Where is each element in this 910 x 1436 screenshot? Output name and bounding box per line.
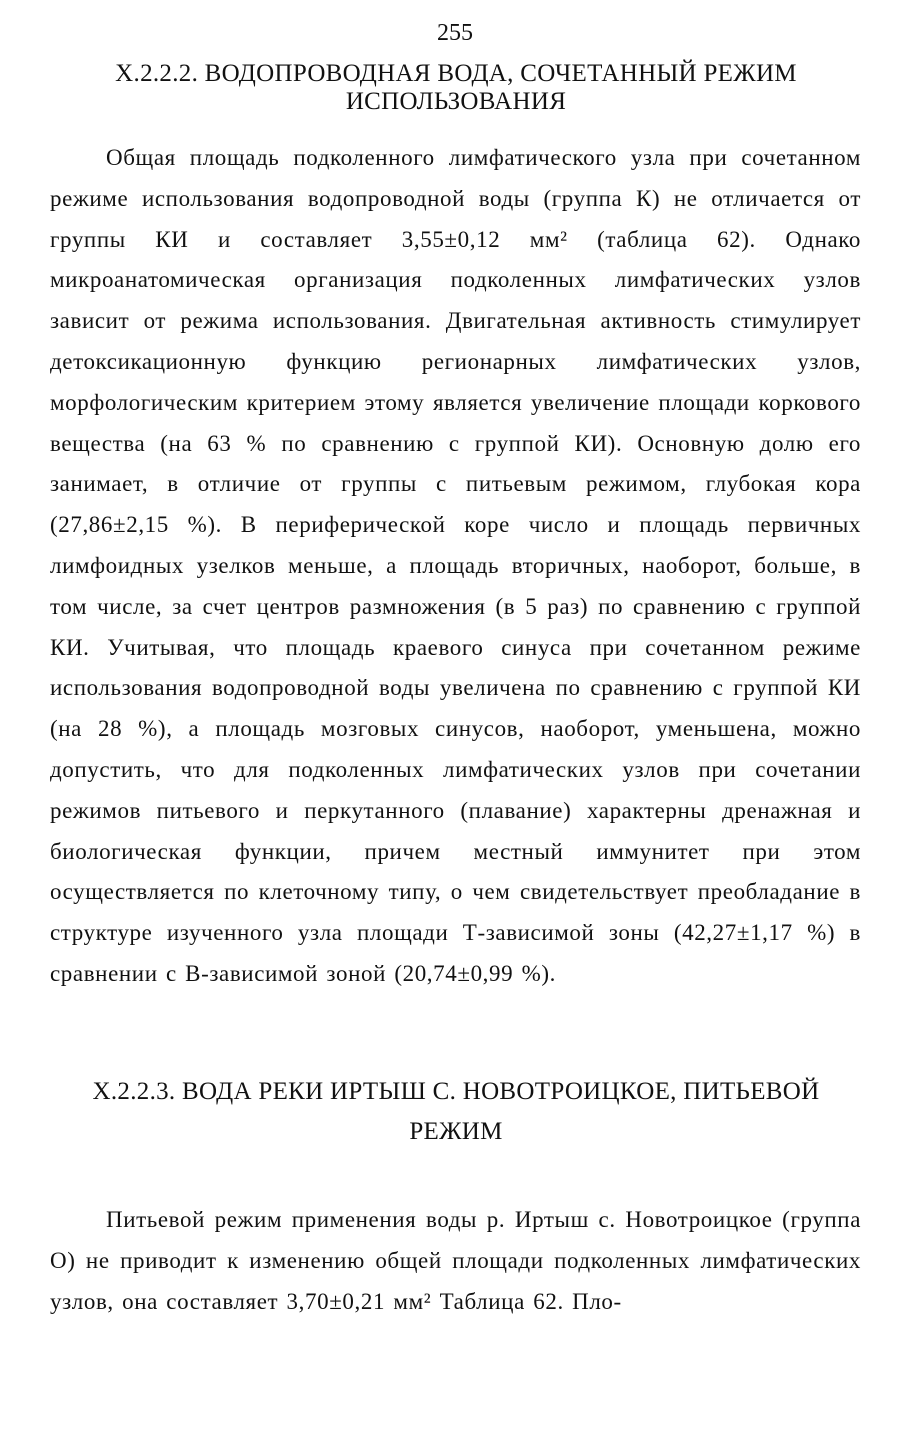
body-paragraph: Питьевой режим применения воды р. Иртыш с. Новотроицкое (группа О) не приводит к изменению общей площади подколенных лимфатических узлов, она составляет 3,70±0,21 мм² Таблица 62. Пло- — [50, 1207, 861, 1314]
section-heading: X.2.2.2. ВОДОПРОВОДНАЯ ВОДА, СОЧЕТАННЫЙ РЕЖИМ ИСПОЛЬЗОВАНИЯ — [115, 60, 797, 115]
page-number: 255 — [437, 20, 473, 46]
section-heading: X.2.2.3. ВОДА РЕКИ ИРТЫШ С. НОВОТРОИЦКОЕ, ПИТЬЕВОЙ РЕЖИМ — [92, 1078, 820, 1145]
body-paragraph: Общая площадь подколенного лимфатического узла при сочетанном режиме использования водопроводной воды (группа К) не отличается от группы КИ и составляет 3,55±0,12 мм² (таблица 62). Однако микроанатомическая организация подколенных лимфатических узлов зависит от режима использования. Двигательная активность стимулирует детоксикационную функцию регионарных лимфатических узлов, морфологическим критерием этому является увеличение площади коркового вещества (на 63 % по сравнению с группой КИ). Основную долю его занимает, в отличие от группы с питьевым режимом, глубокая кора (27,86±2,15 %). В периферической коре число и площадь первичных лимфоидных узелков меньше, а площадь вторичных, наоборот, больше, в том числе, за счет центров размножения (в 5 раз) по сравнению с группой КИ. Учитывая, что площадь краевого синуса при сочетанном режиме использования водопроводной воды увеличена по сравнению с группой КИ (на 28 %), а площадь мозговых синусов, наоборот, уменьшена, можно допустить, что для подколенных лимфатических узлов при сочетании режимов питьевого и перкутанного (плавание) характерны дренажная и биологическая функции, причем местный иммунитет при этом осуществляется по клеточному типу, о чем свидетельствует преобладание в структуре изученного узла площади Т-зависимой зоны (42,27±1,17 %) в сравнении с В-зависимой зоной (20,74±0,99 %). — [50, 145, 861, 986]
